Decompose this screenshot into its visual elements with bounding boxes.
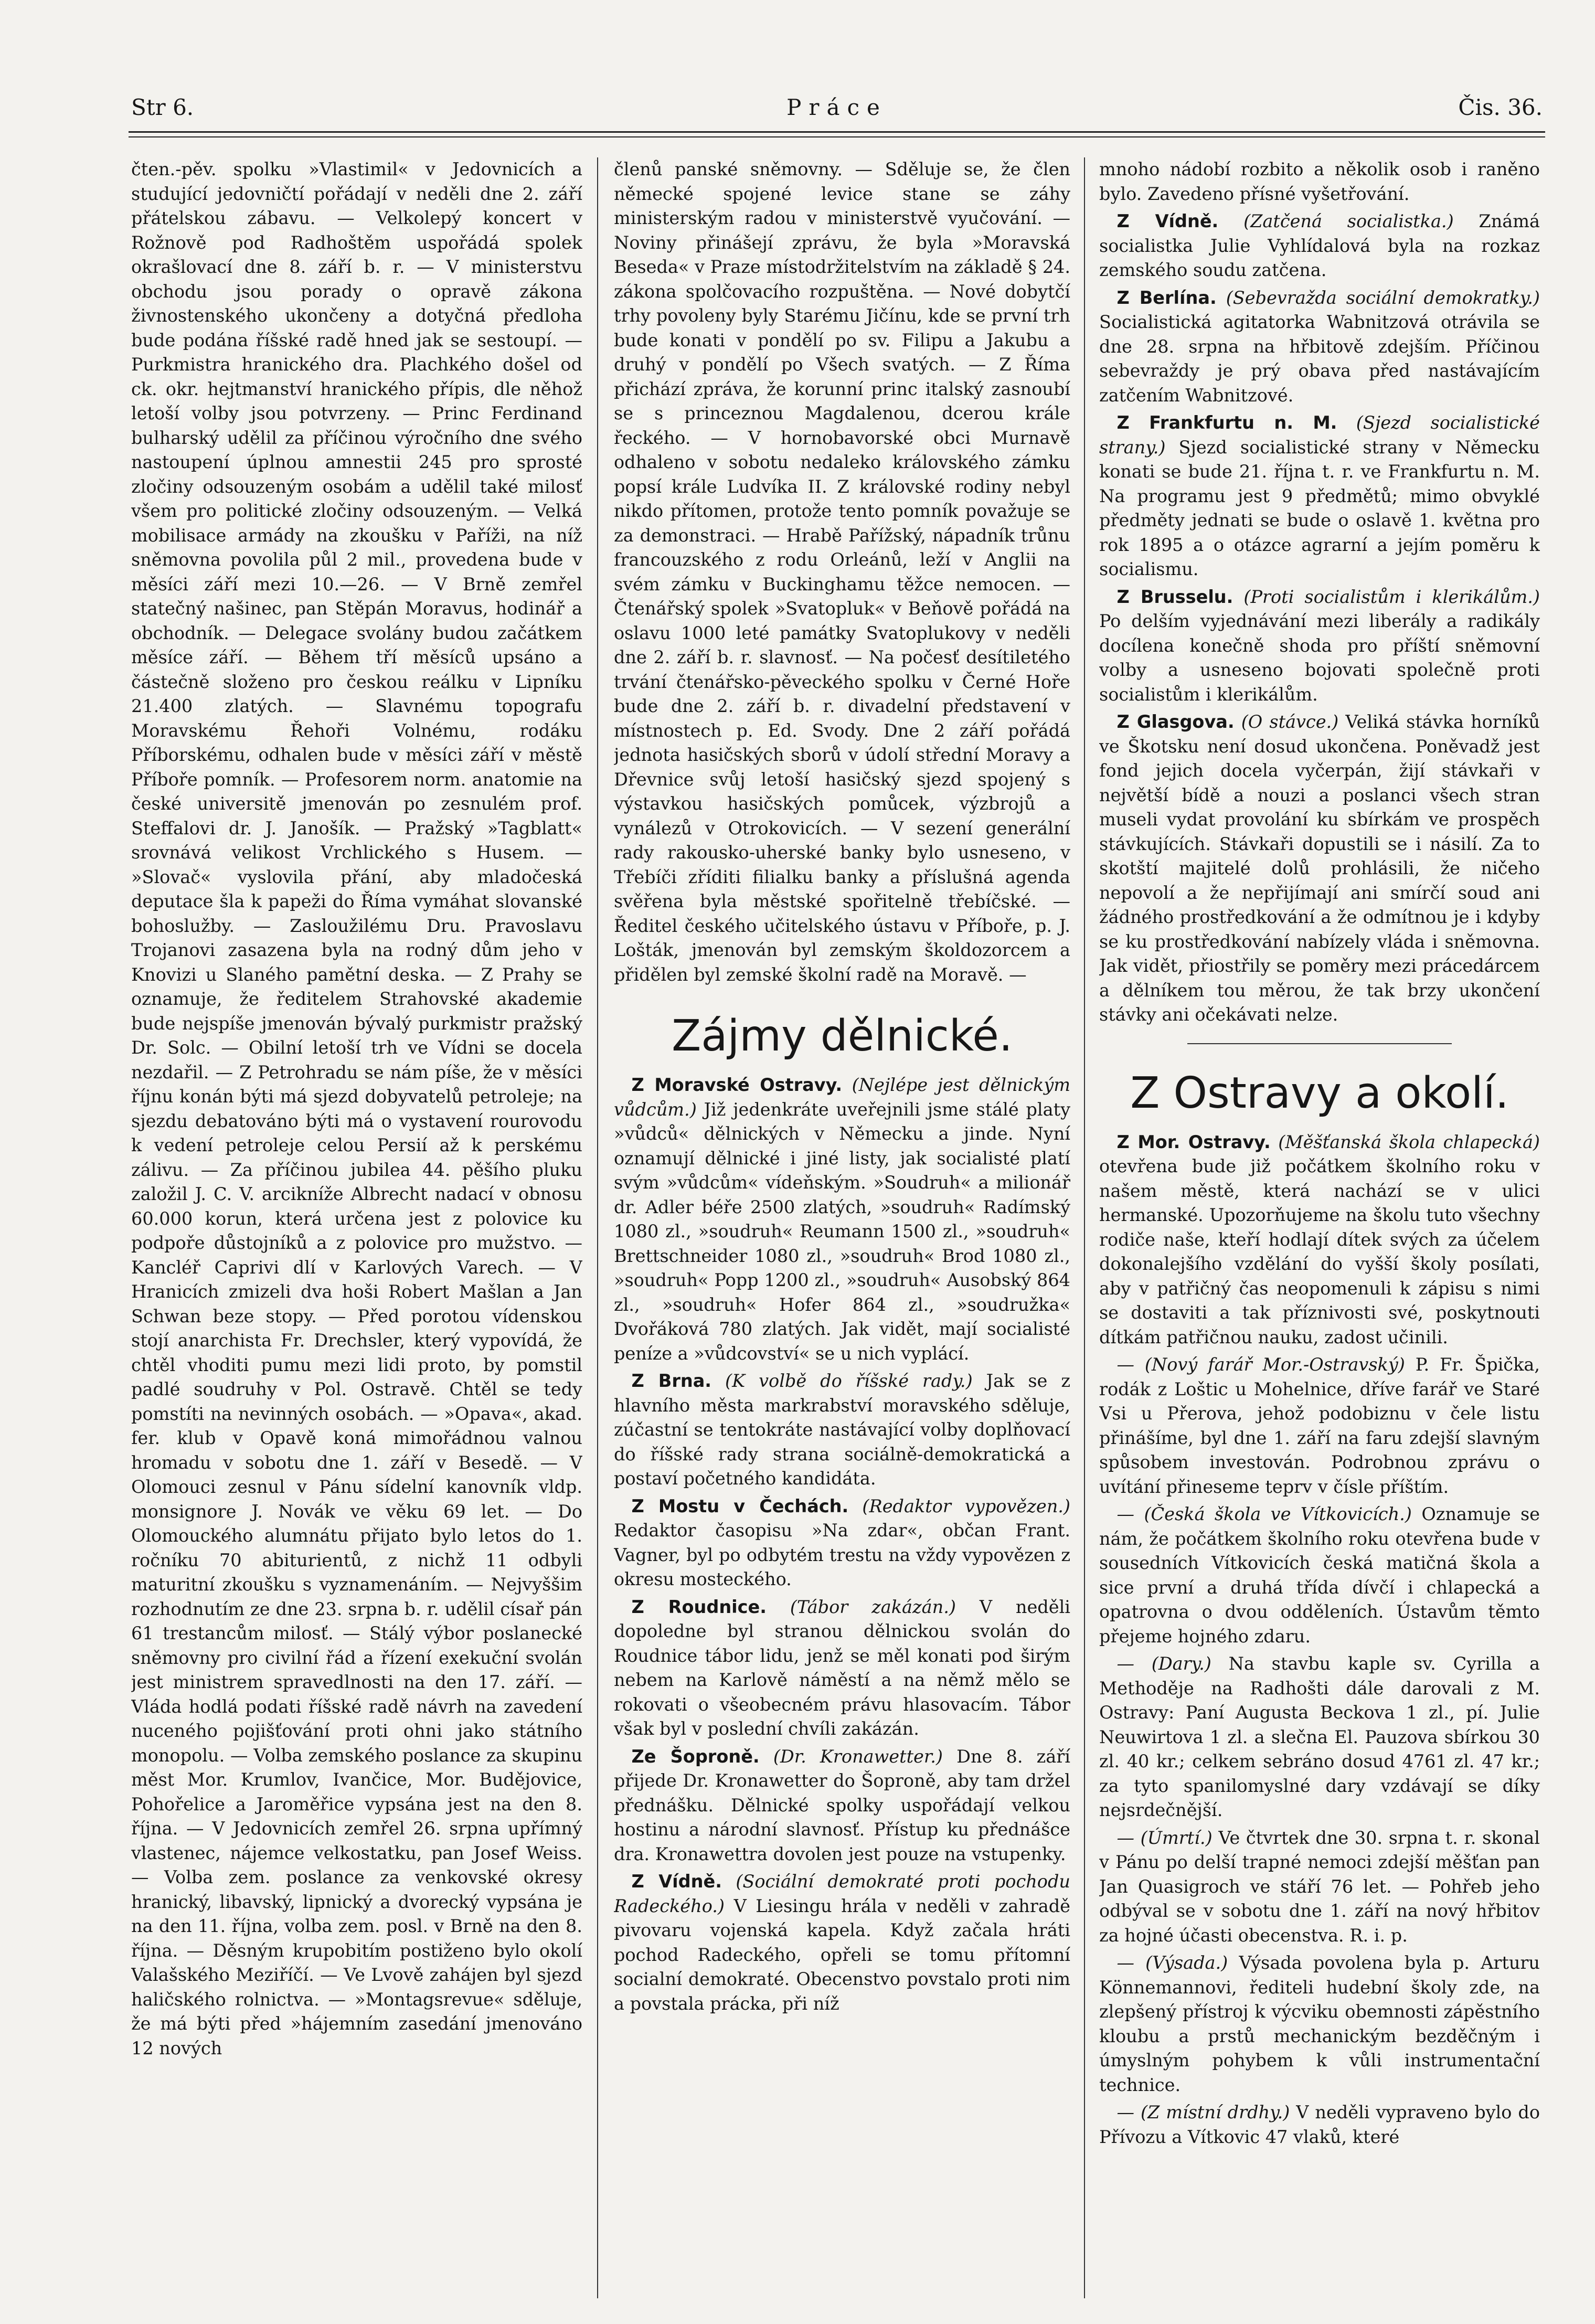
news-title: (Dr. Kronawetter.) [773,1746,943,1767]
news-body: otevřena bude již počátkem školního roku v našem městě, která nachází se v ulici hermanské. Upozorňujeme na školu tuto všechny rodiče naše, kteří hodlají dítek svých za účelem dokonalejšího vzdělání do vyšší školy posílati, aby v patřičný čas neopomenuli k zápisu s nimi se dostaviti a tak příznivosti své, poskytnouti dítkám patřičnou nauku, zadost učinili. [1099,1156,1540,1347]
news-place: Z Brna. [631,1371,712,1391]
news-title: (Redaktor vypovězen.) [862,1495,1070,1516]
news-title: — (Česká škola ve Vítkovicích.) [1116,1504,1412,1524]
news-item [1099,2100,1540,2149]
section-title-workers: Zájmy dělnické. [672,1011,1013,1061]
news-body: Oznamuje se nám, že počátkem školního roku otevřena bude v sousedních Vítkovicích česká matičná škola a sice první a druhá třída dívčí i chlapecká a opatrovna o dvou odděleních. Ústavům těmto přejeme hojného zdaru. [1099,1504,1540,1647]
news-item [1099,1130,1540,1350]
news-title: — (Z místní drdhy.) [1116,2102,1290,2123]
news-body: V neděli vypraveno bylo do Přívozu a Vítkovic 47 vlaků, které [1099,2102,1540,2147]
news-item [1099,286,1540,408]
news-title: (K volbě do říšské rady.) [725,1371,973,1391]
news-place: Z Vídně. [631,1871,722,1892]
news-text: mnoho nádobí rozbito a několik osob i raněno bylo. Zavedeno přísné vyšetřování. [1099,159,1540,204]
news-title: (Sociální demokraté proti pochodu Radeckého.) [614,1871,1070,1916]
news-item [614,1745,1070,1867]
news-body: Jak se z hlavního města markrabství moravského sděluje, zúčastní se tentokráte nastávající volby doplňovací do říšské rady strana sociálně-demokratická a postaví početného kandidáta. [614,1371,1070,1489]
news-body: Na stavbu kaple sv. Cyrilla a Methoděje na Radhošti dále darovali z M. Ostravy: Paní Augusta Beckova 1 zl., pí. Julie Neuwirtova 1 zl. a slečna El. Pauzova sbírkou 30 zl. 40 kr.; celkem sebráno dosud 4761 zl. 47 kr.; za tyto spanilomyslné dary vzdávají se díky nejsrdečnější. [1099,1653,1540,1820]
news-item [1099,209,1540,283]
news-body: V neděli dopoledne byl stranou dělnickou svolán do Roudnice tábor lidu, jenž se měl konati pod širým nebem na Karlově náměstí a na němž mělo se rokovati o všeobecném právu hlasovacím. Tábor však byl v poslední chvíli zakázán. [614,1596,1070,1739]
news-body: Výsada povolena byla p. Arturu Könnemannovi, řediteli hudební školy zde, na zlepšený přístroj k výcviku obemnosti zápěstního kloubu a prstů mechanickým bezděčným i úmyslným pohybem k vůli instrumentační technice. [1099,1952,1540,2095]
news-body: Redaktor časopisu »Na zdar«, občan Frant. Vagner, byl po odbytém trestu na vždy vypovězen z okresu mosteckého. [614,1520,1070,1589]
news-item [1099,411,1540,582]
news-item [614,1870,1070,2016]
news-body: Již jedenkráte uveřejnili jsme stálé platy »vůdců« dělnických v Německu a jinde. Nyní oznamují dělnické i jiné listy, jak socialisté platí svým »vůdcům« vídeňským. »Soudruh« a milionář dr. Adler béře 2500 zlatých, »soudruh« Radímský 1080 zl., »soudruh« Reumann 1500 zl., »soudruh« Brettschneider 1080 zl., »soudruh« Brod 1080 zl., »soudruh« Popp 1200 zl., »soudruh« Ausobský 864 zl., »soudruh« Hofer 864 zl., »soudružka« Dvořáková 780 zlatých. Jak vidět, mají socialisté peníze a »vůdcovství« se u nich vyplácí. [614,1099,1070,1364]
news-title: (Zatčená socialistka.) [1243,211,1454,231]
news-title: (Sebevražda sociální demokratky.) [1226,287,1540,308]
news-title: — (Dary.) [1116,1653,1211,1674]
news-title: (Sjezd socialistické strany.) [1099,412,1540,458]
section-title-ostrava: Z Ostravy a okolí. [1130,1068,1509,1118]
news-body: V Liesingu hrála v neděli v zahradě pivovaru vojenská kapela. Když začala hráti pochod Radeckého, opřeli se tomu přítomní socialní demokraté. Obecenstvo povstalo proti nim a povstala prácka, při níž [614,1895,1070,2014]
news-place: Z Mor. Ostravy. [1116,1131,1271,1152]
news-body: Ve čtvrtek dne 30. srpna t. r. skonal v Pánu po delší trapné nemoci zdejší měšťan pan Jan Quasigroch ve stáří 76 let. — Pohřeb jeho odbýval se v sobotu dne 1. září na nový hřbitov za hojné účasti obecenstva. R. i. p. [1099,1827,1540,1946]
news-body: Po delším vyjednávání mezi liberály a radikály docílena konečně shoda pro příští sněmovní volby a usneseno bojovati společně proti socialistům i klerikálům. [1099,611,1540,705]
news-title: — (Úmrtí.) [1116,1827,1213,1848]
local-news-list [1099,1130,1540,2150]
column-1 [131,157,582,2298]
news-place: Z Berlína. [1116,287,1217,308]
news-body: Dne 8. září přijede Dr. Kronawetter do Šoproně, aby tam držel přednášku. Dělnické spolky uspořádají velkou hostinu a národní slavnosť. Přístup ku přednášce dra. Kronawettra dovolen jest pouze na vstupenky. [614,1746,1070,1864]
section-divider [1187,1043,1452,1044]
news-place: Z Brusselu. [1116,586,1234,607]
news-text: čten.-pěv. spolku »Vlastimil« v Jedovnicích a studující jedovničtí pořádají v neděli dne 2. září přátelskou zábavu. — Velkolepý koncert v Rožnově pod Radhoštěm uspořádá spolek okrašlovací dne 8. září b. r. — V ministerstvu obchodu jsou porady o opravě zákona živnostenského ukončeny a dotyčná předloha bude podána říšské radě hned jak se sestoupí. — Purkmistra hranického dra. Plachkého došel od ck. okr. hejtmanství hranického přípis, dle něhož letoší volby jsou potvrzeny. — Princ Ferdinand bulharský udělil za příčinou výročního dne svého nastoupení úplnou amnestii 245 pro sprosté zločiny odsouzeným osobám a udělil také milosť všem pro politické zločiny odsouzeným. — Velká mobilisace armády na zkoušku v Paříži, na níž sněmovna povolila půl 2 mil., provedena bude v měsíci září mezi 10.—26. — V Brně zemřel statečný našinec, pan Stěpán Moravus, hodinář a obchodník. — Delegace svolány budou začátkem měsíce září. — Během tří měsíců upsáno a částečně složeno pro českou reálku v Lipníku 21.400 zlatých. — Slavnému topografu Moravskému Řehoři Volnému, rodáku Příborskému, odhalen bude v měsíci září v městě Příboře pomník. — Profesorem norm. anatomie na české universitě jmenován po zesnulém prof. Steffalovi dr. J. Janošík. — Pražský »Tagblatt« srovnává velikost Vrchlického s Husem. — »Slovač« vyslovila přání, aby mladočeská deputace šla k papeži do Říma vymáhat slovanské bohoslužby. — Zasloužilému Dru. Pravoslavu Trojanovi zasazena byla na rodný dům jeho v Knovizi u Slaného pamětní deska. — Z Prahy se oznamuje, že ředitelem Strahovské akademie bude nejspíše jmenován bývalý purkmistr pražský Dr. Solc. — Obilní letoší trh ve Vídni se docela nezdařil. — Z Petrohradu se nám píše, že v měsíci říjnu konán býti má sjezd dobyvatelů petroleje; na sjezdu debatováno býti má o vystavení rourovodu k vedení petroleje celou Persií až k perskému zálivu. — Za příčinou jubilea 44. pěšího pluku založil J. C. V. arcikníže Albrecht nadací v obnosu 60.000 korun, která určena jest z polovice ku podpoře důstojníků a z polovice pro mužstvo. — Kancléř Caprivi dlí v Karlových Varech. — V Hranicích zmizeli dva hoši Robert Mašlan a Jan Schwan beze stopy. — Před porotou vídenskou stojí anarchista Fr. Drechsler, který vypovídá, že chtěl vhoditi pumu mezi lidi proto, by pomstil padlé soudruhy v Pol. Ostravě. Chtěl se tedy pomstíti na nevinných osobách. — »Opava«, akad. fer. klub v Opavě koná mimořádnou valnou hromadu v sobotu dne 1. září v Besedě. — V Olomouci zesnul v Pánu sídelní kanovník vldp. monsignore J. Novák ve věku 69 let. — Do Olomouckého alumnátu přijato bylo letos do 1. ročníku 70 abiturientů, z nichž 11 odbyli maturitní zkoušku s vyznamenáním. — Nejvyššim rozhodnutím ze dne 23. srpna b. r. udělil císař pán 61 trestancům milosť. — Stálý výbor poslanecké sněmovny pro civilní řád a řízení exekuční svolán jest ministrem spravedlnosti na den 17. září. — Vláda hodlá podati říšské radě návrh na zavedení nuceného pojišťování proti ohni jako státního monopolu. — Volba zemského poslance za skupinu měst Mor. Krumlov, Ivančice, Mor. Budějovice, Pohořelice a Jaroměřice vypsána jest na den 8. října. — V Jedovnicích zemřel 26. srpna upřímný vlastenec, nájemce velkostatku, pan Josef Weiss. — Volba zem. poslance za venkovské okresy hranický, libavský, lipnický a dvorecký vypsána je na den 11. října, volba zem. posl. v Brně na den 8. října. — Děsným krupobitím postiženo bylo okolí Valašského Meziříčí. — Ve Lvově zahájen byl sjezd haličského rolnictva. — »Montagsrevue« sděluje, že má býti před »hájemním zasedání jmenováno 12 nových [131,159,582,2058]
news-title: (Nejlépe jest dělnickým vůdcům.) [614,1075,1070,1120]
foreign-news-list [1099,209,1540,1027]
news-item [1099,585,1540,707]
news-body: P. Fr. Špička, rodák z Loštic u Mohelnice, dříve farář ve Staré Vsi u Přerova, jehož podobiznu v čele listu přinášíme, byl dne 1. září na faru zdejší slavným spůsobem investován. Podrobnou zprávu o uvítání přineseme teprv v čísle příštím. [1099,1354,1540,1497]
news-item [614,1595,1070,1742]
workers-news-list [614,1073,1070,2016]
news-title: — (Výsada.) [1116,1952,1228,1973]
news-title: (Tábor zakázán.) [790,1596,956,1617]
header-rule [129,131,1545,133]
news-item [1099,1826,1540,1948]
news-item [614,1369,1070,1491]
news-body: Veliká stávka horníků ve Škotsku není dosud ukončena. Poněvadž jest fond jejich docela vyčerpán, žijí stávkaři v největší bídě a nouzi a poslanci všech stran museli vydat provolání ku sbírkám ve prospěch stávkujících. Stávkaři dopustili se i násilí. Za to skotští majitelé dolů prohlásili, že ničeho nepovolí a že nepřijímají ani smírčí soud ani žádného prostředkování a že odmítnou je i kdyby se ku prostředkování nabízely vláda i sněmovna. Jak vidět, přiostřily se poměry mezi prácedárcem a dělníkem tou měrou, že tak brzy ukončení stávky ani očekávati nelze. [1099,712,1540,1025]
news-item [1099,1353,1540,1499]
news-body: Socialistická agitatorka Wabnitzová otrávila se dne 28. srpna na hřbitově zdejším. Příčinou sebevraždy je prý obava před nastávajícím zatčením Wabnitzové. [1099,312,1540,406]
news-body: Známá socialistka Julie Vyhlídalová byla na rozkaz zemského soudu zatčena. [1099,211,1540,280]
page-number: Str 6. [131,94,194,120]
column-3 [1099,157,1540,2298]
news-title: (Proti socialistům i klerikálům.) [1243,586,1540,607]
news-item [614,1073,1070,1366]
column-divider [1084,157,1085,2298]
news-body: Sjezd socialistické strany v Německu konati se bude 21. října t. r. ve Frankfurtu n. M. Na programu jest 9 předmětů; mimo obvyklé předměty jednati se bude o oslavě 1. května pro rok 1895 a o otázce agrarní a jejím poměru k socialismu. [1099,437,1540,579]
news-place: Z Mostu v Čechách. [631,1495,849,1516]
news-item [1099,1951,1540,2097]
news-place: Z Glasgova. [1116,712,1235,732]
news-title: (Měšťanská škola chlapecká) [1278,1131,1540,1152]
news-item [614,1494,1070,1592]
news-title: (O stávce.) [1241,712,1339,732]
column-2 [614,157,1070,2298]
news-item [1099,1502,1540,1649]
page-header [131,94,1543,131]
news-place: Ze Šoproně. [631,1746,760,1767]
news-place: Z Roudnice. [631,1596,767,1617]
news-item [1099,710,1540,1027]
news-place: Z Frankfurtu n. M. [1116,412,1337,433]
issue-number: Čis. 36. [1458,94,1543,120]
news-item [1099,1652,1540,1823]
news-place: Z Moravské Ostravy. [631,1075,843,1095]
news-text: členů panské sněmovny. — Sděluje se, že člen německé spojené levice stane se záhy ministerským radou v ministerstvě vyučování. — Noviny přinášejí zprávu, že byla »Moravská Beseda« v Praze místodržitelstvím na základě § 24. zákona spolčovacího rozpuštěna. — Nové dobytčí trhy povoleny byly Starému Jičínu, kde se první trh bude konati v pondělí po sv. Filipu a Jakubu a druhý v pondělí po Všech svatých. — Z Říma přichází zpráva, že korunní princ italský zasnoubí se s princeznou Magdalenou, dcerou krále řeckého. — V hornobavorské obci Murnavě odhaleno v sobotu nedaleko královského zámku popsí krále Ludvíka II. Z královské rodiny nebyl nikdo přítomen, protože tento pomník považuje se za demonstraci. — Hrabě Pařížský, nápadník trůnu francouzského z rodu Orleánů, leží v Anglii na svém zámku v Buckinghamu těžce nemocen. — Čtenářský spolek »Svatopluk« v Beňově pořádá na oslavu 1000 leté památky Svatoplukovy v neděli dne 2. září b. r. slavnosť. — Na počesť desítiletého trvání čtenářsko-pěveckého spolku v Černé Hoře bude dne 2. září b. r. divadelní představení v místnostech p. Ed. Svody. Dne 2 září pořádá jednota hasičských sborů v údolí střední Moravy a Dřevnice svůj letoší hasičský sjezd spojený s výstavkou hasičských pomůcek, výzbrojů a vynálezů v Otrokovicích. — V sezení generální rady rakousko-uherské banky bylo usneseno, v Třebíči zříditi filialku banky a příslušná agenda svěřena byla městské spořitelně třebíčské. — Ředitel českého učitelského ústavu v Příboře, p. J. Lošták, jmenován byl zemským školdozorcem a přidělen byl zemské školní radě na Moravě. — [614,159,1070,985]
news-place: Z Vídně. [1116,211,1219,231]
news-title: — (Nový farář Mor.-Ostravský) [1116,1354,1405,1375]
newspaper-title: Práce [786,94,887,120]
header-rule-thin [129,136,1545,137]
column-divider [597,157,598,2298]
